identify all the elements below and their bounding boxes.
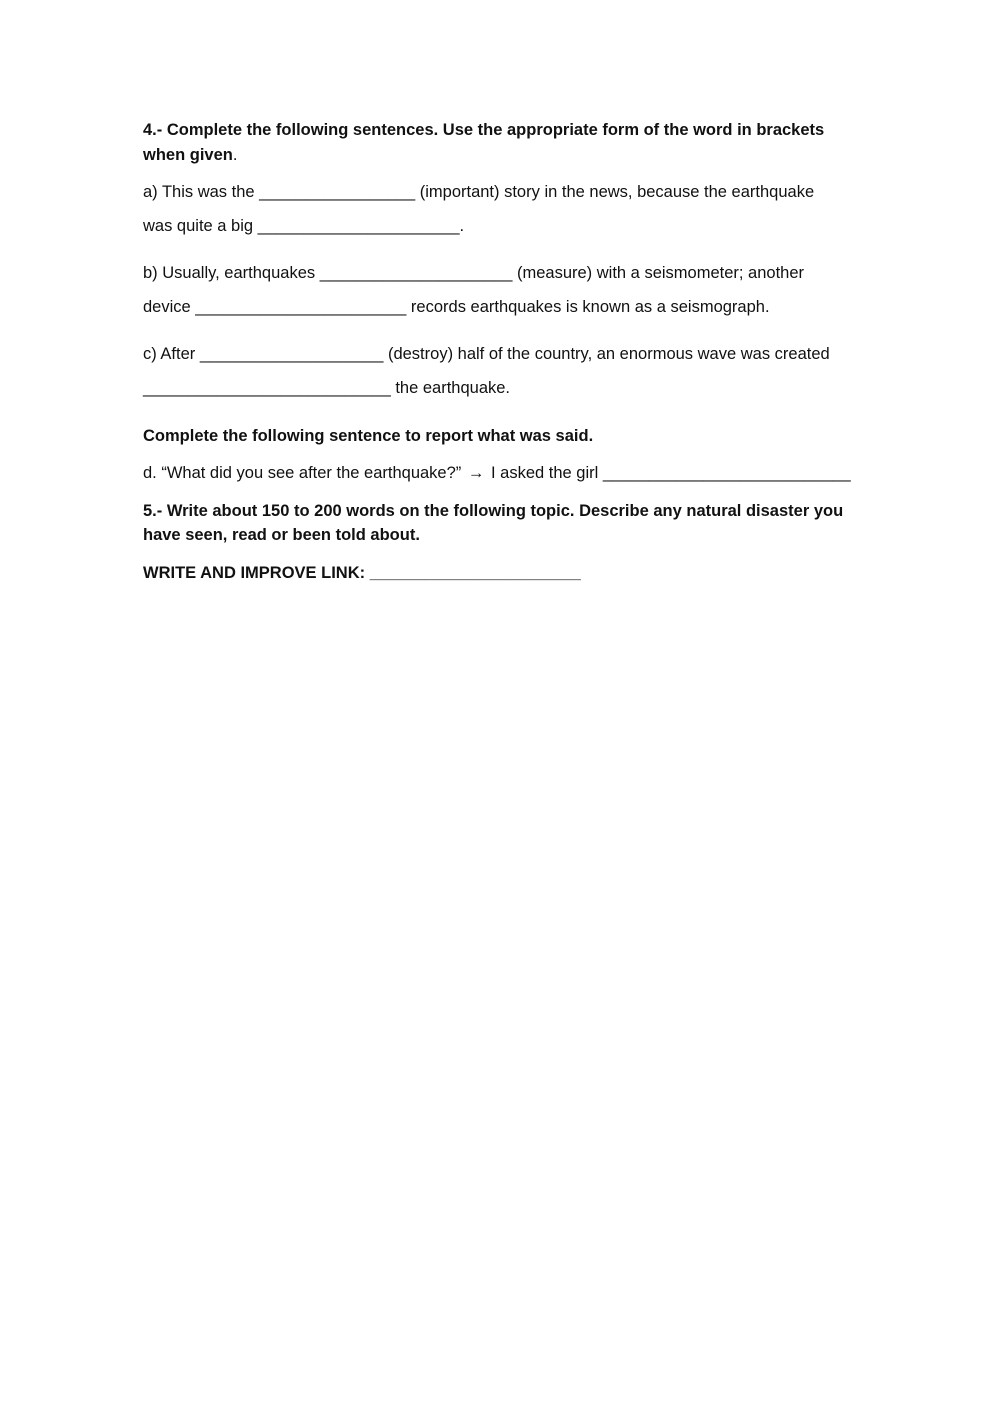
q4a-line2: was quite a big ______________________. <box>143 217 465 235</box>
q5-heading-line2: have seen, read or been told about. <box>143 526 420 544</box>
q4a-line1: a) This was the _________________ (important) story in the news, because the earthquake <box>143 183 815 201</box>
q4b-line1: b) Usually, earthquakes _____________________ (measure) with a seismometer; another <box>143 264 805 282</box>
right-arrow-icon: → <box>467 464 485 482</box>
q4-heading-period: . <box>232 146 238 164</box>
q4d-line <box>143 463 851 483</box>
q4-heading-line1: 4.- Complete the following sentences. Use the appropriate form of the word in brackets <box>143 121 825 139</box>
q4b-line2: device _______________________ records earthquakes is known as a seismograph. <box>143 298 770 316</box>
q4c-line2: ___________________________ the earthquake. <box>143 379 511 397</box>
q4-heading-emphasis: when given <box>143 146 233 164</box>
q4c-line1: c) After ____________________ (destroy) half of the country, an enormous wave was created <box>143 345 830 363</box>
write-and-improve-link: WRITE AND IMPROVE LINK: _______________________ <box>143 564 581 582</box>
q5-heading-line1: 5.- Write about 150 to 200 words on the following topic. Describe any natural disaster you <box>143 502 844 520</box>
report-instruction: Complete the following sentence to report what was said. <box>143 427 594 445</box>
q4-heading-line2 <box>143 145 237 165</box>
q4d-answer: I asked the girl ___________________________ <box>490 464 851 482</box>
q4d-question: d. “What did you see after the earthquake?” <box>143 464 462 482</box>
